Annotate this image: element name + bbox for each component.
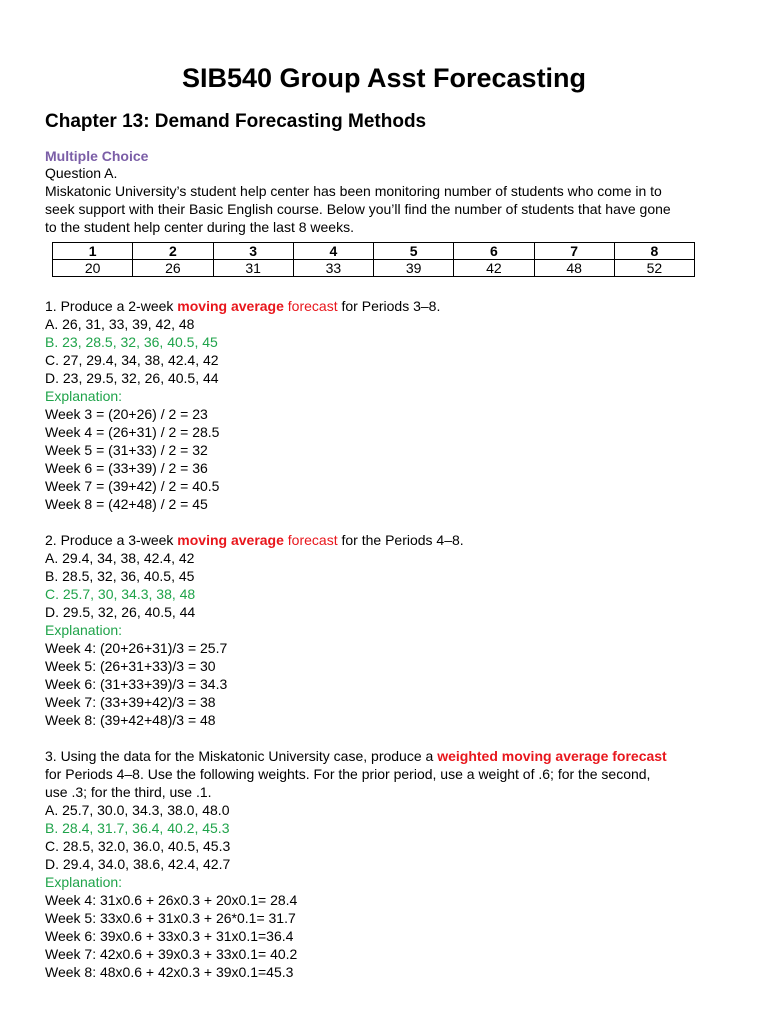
- week-cell: 4: [293, 243, 373, 260]
- week-cell: 1: [53, 243, 133, 260]
- intro-line: seek support with their Basic English course. Below you’ll find the number of students that have gone: [45, 201, 671, 217]
- week-cell: 3: [213, 243, 293, 260]
- explanation-line: Week 5: (26+31+33)/3 = 30: [45, 658, 216, 674]
- week-cell: 8: [614, 243, 694, 260]
- option-b: B. 28.5, 32, 36, 40.5, 45: [45, 568, 195, 584]
- option-b-correct: B. 28.4, 31.7, 36.4, 40.2, 45.3: [45, 820, 230, 836]
- prompt-keyword: moving average: [177, 298, 284, 314]
- prompt-keyword: moving average: [177, 532, 284, 548]
- explanation-label: Explanation:: [45, 622, 123, 638]
- option-c-correct: C. 25.7, 30, 34.3, 38, 48: [45, 586, 196, 602]
- chapter-heading: Chapter 13: Demand Forecasting Methods: [45, 111, 427, 132]
- explanation-line: Week 5 = (31+33) / 2 = 32: [45, 442, 208, 458]
- students-cell: 31: [213, 260, 293, 277]
- explanation-line: Week 3 = (20+26) / 2 = 23: [45, 406, 208, 422]
- explanation-line: Week 4: (20+26+31)/3 = 25.7: [45, 640, 228, 656]
- week-header-row: [53, 243, 695, 260]
- option-a: A. 26, 31, 33, 39, 42, 48: [45, 316, 195, 332]
- explanation-line: Week 8: (39+42+48)/3 = 48: [45, 712, 216, 728]
- spacer: [45, 729, 735, 747]
- option-b-correct: B. 23, 28.5, 32, 36, 40.5, 45: [45, 334, 218, 350]
- student-count-table: [52, 242, 695, 277]
- explanation-line: Week 4: 31x0.6 + 26x0.3 + 20x0.1= 28.4: [45, 892, 298, 908]
- option-c: C. 28.5, 32.0, 36.0, 40.5, 45.3: [45, 838, 231, 854]
- explanation-line: Week 7 = (39+42) / 2 = 40.5: [45, 478, 220, 494]
- explanation-line: Week 8: 48x0.6 + 42x0.3 + 39x0.1=45.3: [45, 964, 294, 980]
- students-cell: 42: [454, 260, 534, 277]
- question-3-prompt-line: for Periods 4–8. Use the following weights. For the prior period, use a weight of .6; for the second,: [45, 766, 651, 782]
- option-a: A. 25.7, 30.0, 34.3, 38.0, 48.0: [45, 802, 230, 818]
- prompt-text: for the Periods 4–8.: [337, 532, 464, 548]
- prompt-keyword: forecast: [283, 298, 338, 314]
- question-3-prompt: [45, 747, 735, 765]
- option-d: D. 23, 29.5, 32, 26, 40.5, 44: [45, 370, 219, 386]
- option-a: A. 29.4, 34, 38, 42.4, 42: [45, 550, 195, 566]
- option-c: C. 27, 29.4, 34, 38, 42.4, 42: [45, 352, 219, 368]
- question-3-prompt-line: use .3; for the third, use .1.: [45, 784, 212, 800]
- question-a-intro: [45, 164, 735, 236]
- explanation-label: Explanation:: [45, 388, 123, 404]
- prompt-text: 1. Produce a 2-week: [45, 298, 178, 314]
- week-cell: 6: [454, 243, 534, 260]
- intro-line: to the student help center during the last 8 weeks.: [45, 219, 354, 235]
- prompt-text: 2. Produce a 3-week: [45, 532, 178, 548]
- week-cell: 7: [534, 243, 614, 260]
- question-label: Question A.: [45, 165, 118, 181]
- explanation-line: Week 7: 42x0.6 + 39x0.3 + 33x0.1= 40.2: [45, 946, 298, 962]
- week-cell: 2: [133, 243, 213, 260]
- week-cell: 5: [374, 243, 454, 260]
- option-d: D. 29.5, 32, 26, 40.5, 44: [45, 604, 196, 620]
- students-cell: 48: [534, 260, 614, 277]
- spacer: [45, 513, 735, 531]
- students-cell: 52: [614, 260, 694, 277]
- question-2-prompt: [45, 531, 735, 549]
- option-d: D. 29.4, 34.0, 38.6, 42.4, 42.7: [45, 856, 231, 872]
- students-row: [53, 260, 695, 277]
- explanation-label: Explanation:: [45, 874, 123, 890]
- explanation-line: Week 6 = (33+39) / 2 = 36: [45, 460, 208, 476]
- questions-block: [45, 297, 735, 981]
- prompt-text: 3. Using the data for the Miskatonic University case, produce a: [45, 748, 438, 764]
- students-cell: 20: [53, 260, 133, 277]
- explanation-line: Week 6: (31+33+39)/3 = 34.3: [45, 676, 228, 692]
- intro-line: Miskatonic University’s student help center has been monitoring number of students who come in to: [45, 183, 662, 199]
- students-cell: 26: [133, 260, 213, 277]
- explanation-line: Week 8 = (42+48) / 2 = 45: [45, 496, 208, 512]
- prompt-keyword: forecast: [283, 532, 338, 548]
- prompt-text: for Periods 3–8.: [337, 298, 441, 314]
- question-1-prompt: [45, 297, 735, 315]
- section-heading: Multiple Choice: [45, 148, 149, 164]
- explanation-line: Week 6: 39x0.6 + 33x0.3 + 31x0.1=36.4: [45, 928, 294, 944]
- students-cell: 33: [293, 260, 373, 277]
- students-cell: 39: [374, 260, 454, 277]
- explanation-line: Week 4 = (26+31) / 2 = 28.5: [45, 424, 220, 440]
- prompt-keyword: weighted moving average forecast: [437, 748, 667, 764]
- explanation-line: Week 7: (33+39+42)/3 = 38: [45, 694, 216, 710]
- document-title: SIB540 Group Asst Forecasting: [181, 63, 587, 93]
- explanation-line: Week 5: 33x0.6 + 31x0.3 + 26*0.1= 31.7: [45, 910, 296, 926]
